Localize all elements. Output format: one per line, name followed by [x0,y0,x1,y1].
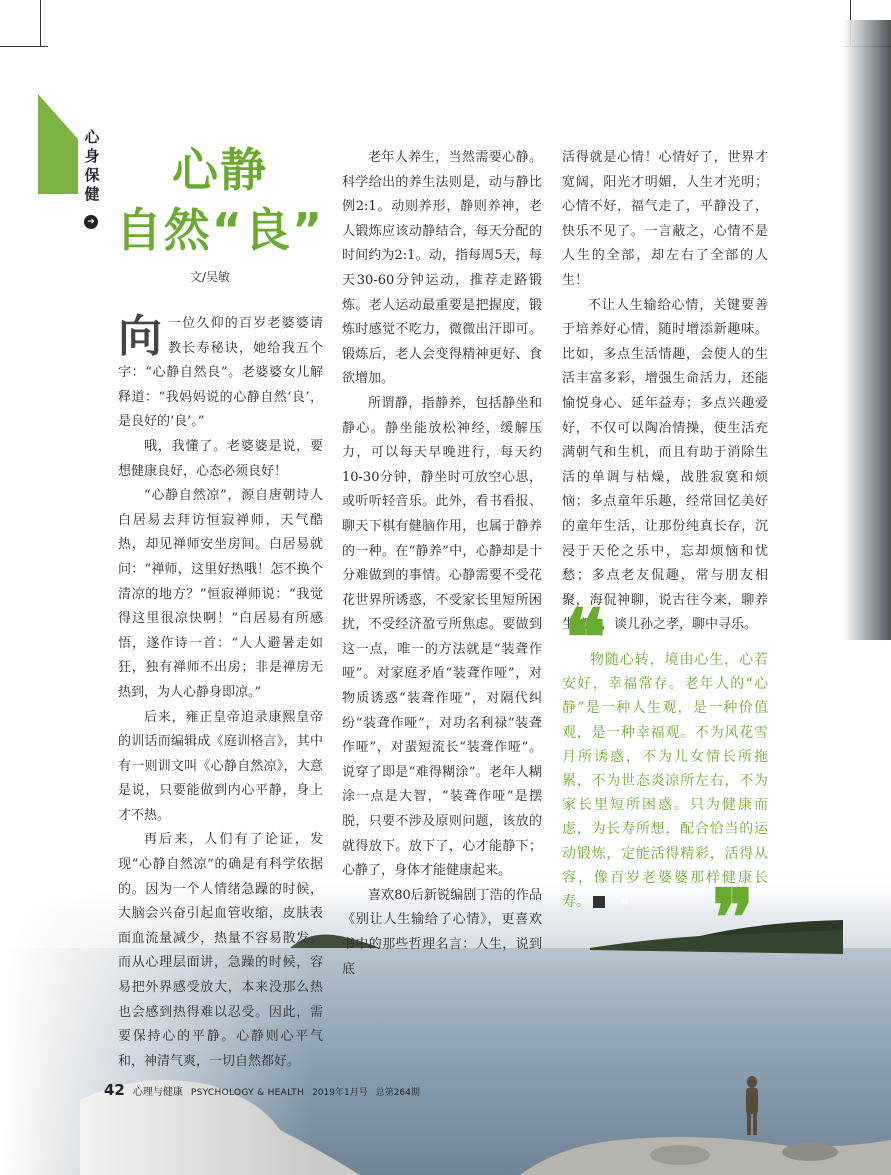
section-label: 心身保健 [84,128,100,203]
paragraph: 再后来，人们有了论证，发现“心静自然凉”的确是有科学依据的。因为一个人情绪急躁的时候，大脑会兴奋引起血管收缩，皮肤表面血流量减少，热量不容易散发。而从心理层面讲，急躁的时候，容易把外界感受放大，本来没那么热也会感到热得难以忍受。因此，需要保持心的平静。心静则心平气和，神清气爽，一切自然都好。 [118,832,323,1069]
article-title [110,140,330,260]
magazine-name-en: PSYCHOLOGY & HEALTH [190,1088,305,1098]
text-column-1 [118,312,323,1074]
drop-cap: 向 [118,311,162,362]
open-quote-icon: ❝ [564,593,606,684]
paragraph: 哦，我懂了。老婆婆是说，要想健康良好，心态必须良好！ [118,438,323,479]
text-column-2 [342,146,542,982]
paragraph: 后来，雍正皇帝追录康熙皇帝的训话而编辑成《庭训格言》，其中有一则训文叫《心静自然凉》，大意是说，只要能做到内心平静，身上才不热。 [118,709,323,823]
paragraph: 所谓静，指静养，包括静坐和静心。静坐能放松神经，缓解压力，可以每天早晚进行，每天约10-30分钟，静坐时可放空心思，或听听轻音乐。此外，看书看报、聊天下棋有健脑作用，也属于静养的一种。在“静养”中，心静却是十分难做到的事情。心静需要不受花花世界所诱惑，不受家长里短所困扰，不受经济盈亏所焦虑。要做到这一点，唯一的方法就是“装聋作哑”。对家庭矛盾“装聋作哑”，对物质诱惑“装聋作哑”，对隔代纠纷“装聋作哑”，对功名利禄“装聋作哑”，对蜚短流长“装聋作哑”。说穿了即是“难得糊涂”。老年人糊涂一点是大智，“装聋作哑”是摆脱，只要不涉及原则问题，该放的就得放下。放下了，心才能静下；心静了，身体才能健康起来。 [342,395,542,879]
section-color-tab [38,94,78,194]
arrow-right-icon: ➜ [84,215,98,229]
paragraph: “心静自然凉”，源自唐朝诗人白居易去拜访恒寂禅师，天气酷热，却见禅师安坐房间。白居易就问：“禅师，这里好热哦！怎不换个清凉的地方？”恒寂禅师说：“我觉得这里很凉快啊！”白居易有所感悟，遂作诗一首：“人人避暑走如狂，独有禅师不出房；非是禅房无热到，为人心静身即凉。” [118,488,323,700]
close-quote-icon: ❞ [712,873,754,964]
text-column-3 [562,146,768,638]
magazine-name-cn: 心理与健康 [132,1087,183,1098]
issue-date: 2019年1月号 [312,1088,368,1098]
title-line-1: 心静 [172,143,268,197]
edge-photo-strip [843,20,891,640]
crop-mark [40,0,41,46]
paragraph: 活得就是心情！心情好了，世界才宽阔，阳光才明媚，人生才光明；心情不好，福气走了，平静没了，快乐不见了。一言蔽之，心情不是人生的全部，却左右了全部的人生！ [562,150,768,288]
paragraph: 喜欢80后新锐编剧丁浩的作品《别让人生输给了心情》，更喜欢书中的那些哲理名言：人生，说到底 [342,887,542,977]
title-line-2: 自然“良” [115,203,325,257]
paragraph: 向一位久仰的百岁老婆婆请教长寿秘诀，她给我五个字：“心静自然良”。老婆婆女儿解释道：“我妈妈说的心静自然‘良’，是良好的‘良’。” [118,311,323,430]
page-number: 42 [104,1081,125,1099]
page-footer [104,1081,420,1099]
end-mark-icon: 编 [593,896,605,908]
paragraph: 老年人养生，当然需要心静。科学给出的养生法则是，动与静比例2:1。动则养形，静则养神，老人锻炼应该动静结合，每天分配的时间约为2:1。动，指每周5天，每天30-60分钟运动，推荐走路锻炼。老人运动最重要是把握度，锻炼时感觉不吃力，微微出汗即可。锻炼后，老人会变得精神更好、食欲增加。 [342,150,542,387]
paragraph: 不让人生输给心情，关键要善于培养好心情，随时增添新趣味。比如，多点生活情趣，会使人的生活丰富多彩，增强生命活力，还能愉悦身心、延年益寿；多点兴趣爱好，不仅可以陶冶情操，使生活充满朝气和生机，而且有助于消除生活的单调与枯燥，战胜寂寞和烦恼；多点童年乐趣，经常回忆美好的童年生活，让那份纯真长存，沉浸于天伦之乐中，忘却烦恼和忧愁；多点老友侃趣，常与朋友相聚，海侃神聊，说古往今来，聊养生秘诀，谈儿孙之孝，聊中寻乐。 [562,297,768,633]
pull-quote-text: 物随心转，境由心生，心若安好，幸福常存。老年人的“心静”是一种人生观，是一种价值观，是一种幸福观。不为风花雪月所诱惑，不为儿女情长所拖累，不为世态炎凉所左右，不为家长里短所困惑。只为健康而虑，为长寿所想，配合恰当的运动锻炼，定能活得精彩，活得从容，像百岁老婆婆那样健康长寿。 编 [562,652,768,911]
crop-mark [0,46,48,47]
author-byline: 文/吴敏 [190,270,231,284]
issue-total: 总第264期 [375,1088,420,1098]
